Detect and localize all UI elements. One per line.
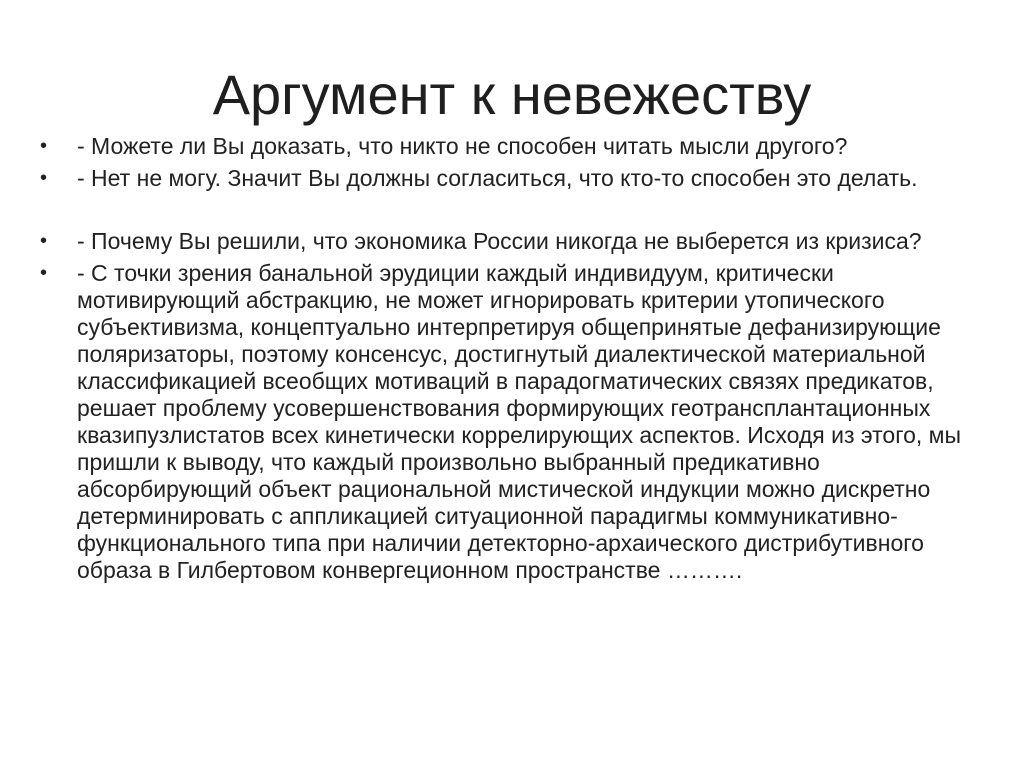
bullet-text: - Почему Вы решили, что экономика России никогда не выберется из кризиса? [77, 228, 922, 254]
bullet-text: - С точки зрения банальной эрудиции каждый индивидуум, критически мотивирующий абстракцию, не может игнорировать критерии утопического субъективизма, концептуально интерпретируя общепринятые дефанизирующие поляризаторы, поэтому консенсус, достигнутый диалектической материальной классификацией всеобщих мотиваций в парадогматических связях предикатов, решает проблему усовершенствования формирующих геотрансплантационных квазипузлистатов всех кинетически коррелирующих аспектов. Исходя из этого, мы пришли к выводу, что каждый произвольно выбранный предикативно абсорбирующий объект рациональной мистической индукции можно дискретно детерминировать с аппликацией ситуационной парадигмы коммуникативно-функционального типа при наличии детекторно-архаического дистрибутивного образа в Гилбертовом конвергеционном пространстве ………. [77, 260, 961, 583]
bullet-icon: • [40, 230, 48, 252]
bullet-list [40, 133, 990, 589]
bullet-icon: • [40, 135, 48, 157]
bullet-item [40, 228, 990, 255]
slide-title: Аргумент к невежеству [212, 63, 812, 126]
bullet-icon: • [40, 167, 48, 189]
bullet-icon: • [40, 262, 48, 284]
bullet-text: - Нет не могу. Значит Вы должны согласиться, что кто-то способен это делать. [77, 165, 918, 191]
bullet-item [40, 260, 990, 584]
bullet-item [40, 133, 990, 160]
bullet-text: - Можете ли Вы доказать, что никто не способен читать мысли другого? [77, 133, 848, 159]
bullet-item [40, 165, 990, 192]
